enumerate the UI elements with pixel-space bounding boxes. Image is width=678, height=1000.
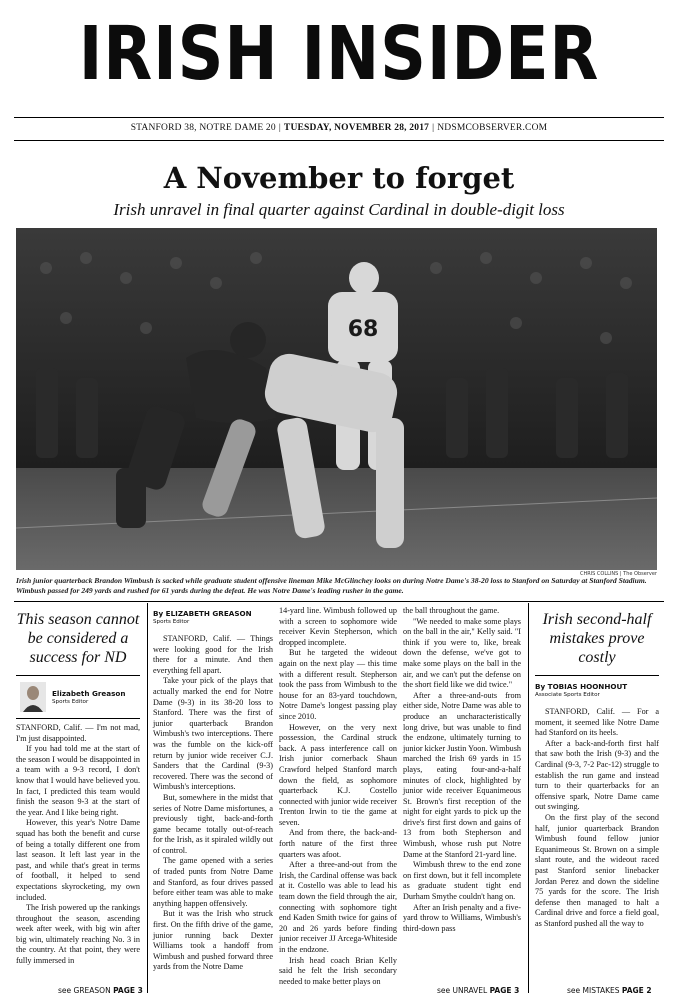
- game-photo-illustration: [16, 228, 657, 570]
- photo-credit: CHRIS COLLINS | The Observer: [579, 571, 657, 577]
- column-left: [16, 606, 140, 967]
- author-rule: [16, 718, 140, 719]
- left-paragraph: If you had told me at the start of the season I would be disappointed in a team with a 9-3 record, I don't know that I would have believed you. In fact, I predicted this team would finish the season 9-3 at the start of the year. And I like being right.: [16, 744, 140, 817]
- right-paragraph: After a back-and-forth first half that saw both the Irish (9-3) and the Cardinal (9-3, 7-2 Pac-12) struggle to establish the run game and instead turn to their quarterbacks for an offensive spark, Notre Dame came out swinging.: [535, 738, 659, 812]
- column-middle-3: [403, 606, 521, 934]
- column-middle-2: [279, 606, 397, 987]
- author-title: Sports Editor: [52, 698, 89, 705]
- middle-paragraph: But he targeted the wideout again on the next play — this time with a different result. Stepherson took the pass from Wimbush to the house for an 83-yard touchdown, Notre Dame's longest passing play since 2010.: [279, 648, 397, 721]
- right-paragraph: On the first play of the second half, junior quarterback Brandon Wimbush found fellow junior Equanimeous St. Brown on a simple slant route, and the wideout raced past Stanford senior linebacker Jordan Perez and down the sideline 75 yards for the score. The Irish defense then managed to halt a Cardinal drive and force a field goal, as Stanford pushed all the way to: [535, 812, 659, 928]
- jersey-number: 68: [347, 317, 379, 342]
- right-byline: By TOBIAS HOONHOUT: [535, 682, 628, 691]
- middle-paragraph: And from there, the back-and-forth nature of the first three quarters was afoot.: [279, 828, 397, 859]
- middle-paragraph: After a three-and-outs from either side, Notre Dame was able to produce an uncharacteristically long drive, but was unable to find the endzone, ultimately turning to junior kicker Justin Yoon. Wimbush marched the Irish 69 yards in 15 plays, eating four-and-a-half minutes of clock, highlighted by junior wide receiver Equanimeous St. Brown's first reception of the night for eight yards to pick up the drive's first first down and gains of 13 from both Stepherson and Wimbush, whose rush put Notre Dame at the Stanford 21-yard line.: [403, 690, 521, 859]
- headline: A November to forget: [163, 161, 515, 195]
- middle-paragraph: But, somewhere in the midst that series of Notre Dame misfortunes, a previously tight, back-and-forth game became totally out-of-reach for the Irish, as it spiraled wildly out of control.: [153, 792, 273, 855]
- left-paragraph: The Irish powered up the rankings throughout the season, ascending week after week, with big win after big win, ultimately reaching No. 3 in the country. At that point, they were fully immersed in: [16, 903, 140, 966]
- author-name: Elizabeth Greason: [52, 688, 126, 698]
- middle-paragraph: the ball throughout the game.: [403, 606, 500, 615]
- middle-paragraph: Wimbush threw to the end zone on first down, but it fell incomplete as graduate student tight end Durham Smythe couldn't hang on.: [403, 860, 521, 902]
- left-paragraph: However, this year's Notre Dame squad has both the benefit and curse of being a totally different one from last season. It left last year in the past, and while that's great in terms of football, it helped to send expectations skyrocketing, my own included.: [16, 818, 140, 902]
- middle-paragraph: After an Irish penalty and a five-yard throw to Williams, Wimbush's third-down pass: [403, 902, 521, 933]
- game-photo: [16, 228, 657, 570]
- section-rule: [14, 601, 664, 602]
- middle-paragraph: The game opened with a series of traded punts from Notre Dame and Stanford, as four drives passed before either team was able to make anything happen offensively.: [153, 856, 273, 908]
- dateline-score: STANFORD 38, NOTRE DAME 20: [130, 123, 276, 133]
- jump-page: PAGE 3: [489, 986, 520, 995]
- subhead: Irish unravel in final quarter against Cardinal in double-digit loss: [113, 200, 565, 219]
- pull-quote-left: This season cannot be considered a success for ND: [16, 611, 140, 666]
- right-byline-title: Associate Sports Editor: [535, 692, 600, 698]
- main-byline-title: Sports Editor: [153, 619, 190, 625]
- dateline: STANFORD 38, NOTRE DAME 20 | TUESDAY, NOVEMBER 28, 2017 | NDSMCOBSERVER.COM: [130, 123, 548, 133]
- jump-page: PAGE 3: [113, 986, 143, 995]
- middle-paragraph: Irish head coach Brian Kelly said he felt the Irish secondary needed to make better plays on: [279, 955, 397, 986]
- middle-paragraph: However, on the very next possession, the Cardinal struck back. A pass interference call on Irish junior cornerback Shaun Crawford helped Stanford march down the field, as sophomore quarterback K.J. Costello connected with junior wide receiver Trenton Irwin to tie the game at seven.: [279, 722, 397, 827]
- photo-caption: Irish junior quarterback Brandon Wimbush is sacked while graduate student offensive lineman Mike McGlinchey looks on during Notre Dame's 38-20 loss to Stanford on Saturday at Stanford Stadium. Wimbush passed for 249 yards and rushed for 61 yards during the defeat. He was Notre Dame's leading rusher in the game.: [16, 576, 647, 595]
- author-block: [20, 682, 140, 712]
- middle-paragraph: But it was the Irish who struck first. On the fifth drive of the game, junior running back Dexter Williams took a handoff from Wimbush and pushed forward three yards from the Notre Dame: [153, 909, 273, 972]
- dateline-site[interactable]: NDSMCOBSERVER.COM: [437, 123, 548, 133]
- jump-label: see MISTAKES: [567, 986, 620, 995]
- jump-label: see GREASON: [58, 986, 111, 995]
- pull-quote-right: Irish second-half mistakes prove costly: [542, 611, 652, 666]
- column-divider: [147, 603, 148, 993]
- main-byline: By ELIZABETH GREASON: [153, 609, 252, 618]
- middle-paragraph: After a three-and-out from the Irish, the Cardinal offense was back at it. Costello was able to lead his team down the field through the air, connecting with sophomore tight end Kaden Smith twice for gains of 20 and 26 yards before finding junior receiver JJ Arcega-Whiteside in the endzone.: [279, 860, 397, 954]
- dateline-date: TUESDAY, NOVEMBER 28, 2017: [283, 123, 430, 133]
- masthead-rule-top: [14, 117, 664, 118]
- pull-quote-rule: [16, 675, 140, 676]
- pull-quote-rule: [535, 675, 659, 676]
- left-paragraph: STANFORD, Calif. — I'm not mad, I'm just disappointed.: [16, 723, 140, 743]
- masthead-rule-bottom: [14, 140, 664, 141]
- jump-line-mistakes[interactable]: [567, 986, 652, 995]
- middle-paragraph: STANFORD, Calif. — Things were looking good for the Irish there for a minute. And then everything fell apart.: [153, 634, 273, 675]
- masthead: IRISH INSIDER: [78, 11, 600, 97]
- middle-paragraph: 14-yard line. Wimbush followed up with a screen to sophomore wide receiver Kevin Stepherson, which dropped incomplete.: [279, 606, 397, 647]
- right-paragraph: STANFORD, Calif. — For a moment, it seemed like Notre Dame had Stanford on its heels.: [535, 707, 659, 738]
- jump-line-unravel[interactable]: [437, 986, 519, 995]
- headshot-icon: [20, 682, 46, 712]
- jump-label: see UNRAVEL: [437, 986, 488, 995]
- middle-paragraph: "We needed to make some plays on the ball in the air," Kelly said. "I think if you were to, like, break down the defense, we've got to make some plays on the ball in the air, and we can't put the defense on the short field like we did twice.": [403, 616, 521, 690]
- column-middle-1: [153, 606, 273, 973]
- author-headshot: [20, 682, 46, 712]
- column-divider: [528, 603, 529, 993]
- jump-page: PAGE 2: [621, 986, 652, 995]
- column-right: [535, 606, 659, 929]
- jump-line-greason[interactable]: [58, 986, 143, 995]
- middle-paragraph: Take your pick of the plays that actually marked the end for Notre Dame (9-3) in its 38-20 loss to Stanford. There was the first of junior quarterback Brandon Wimbush's two interceptions. There was the fumble on the kick-off return by junior wide receiver C.J. Sanders that the Cardinal (9-3) recovered. There was the second of Wimbush's interceptions.: [153, 676, 273, 792]
